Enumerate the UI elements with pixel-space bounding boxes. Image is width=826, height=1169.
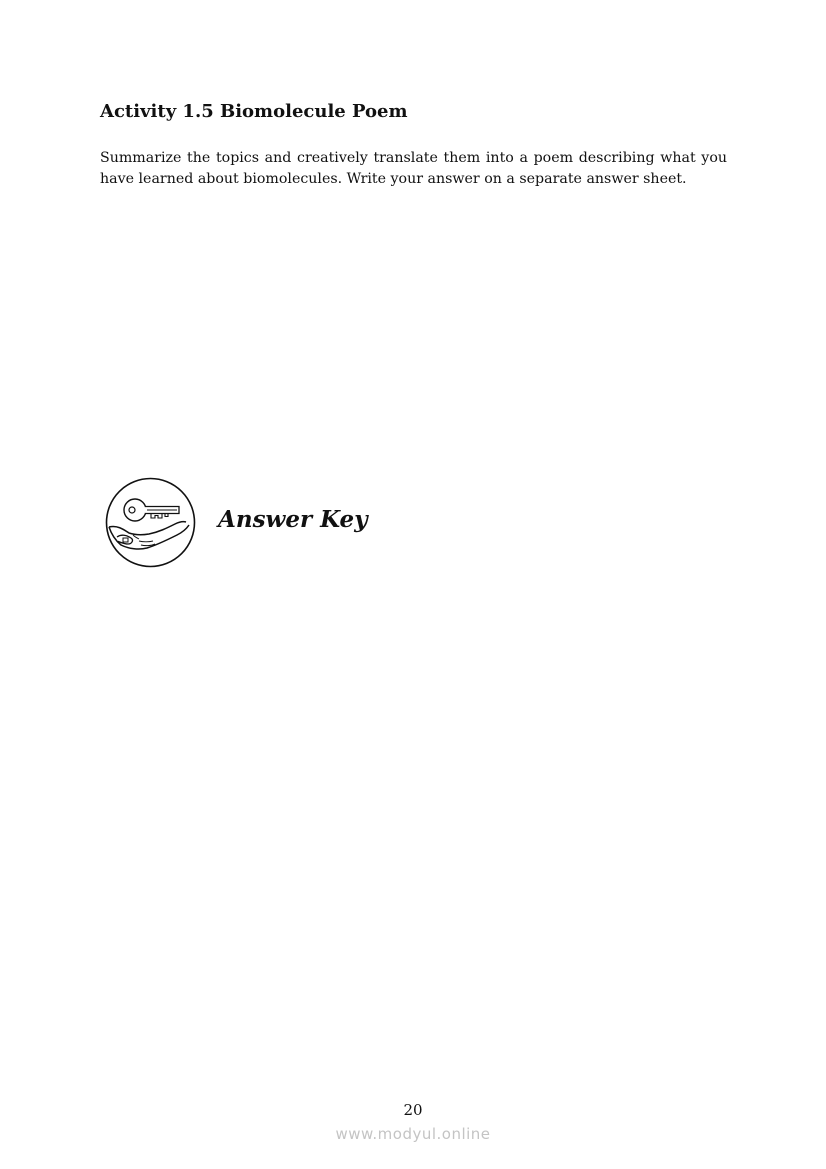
page-number: 20	[403, 1101, 423, 1119]
watermark: www.modyul.online	[335, 1125, 491, 1143]
activity-instructions: Summarize the topics and creatively translate them into a poem describing what you have learned about biomolecules. Write your answer on a separate answer sheet.	[100, 150, 727, 187]
answer-key-title: Answer Key	[218, 506, 368, 533]
key-in-hand-icon	[105, 477, 196, 568]
activity-title: Activity 1.5 Biomolecule Poem	[100, 101, 408, 122]
